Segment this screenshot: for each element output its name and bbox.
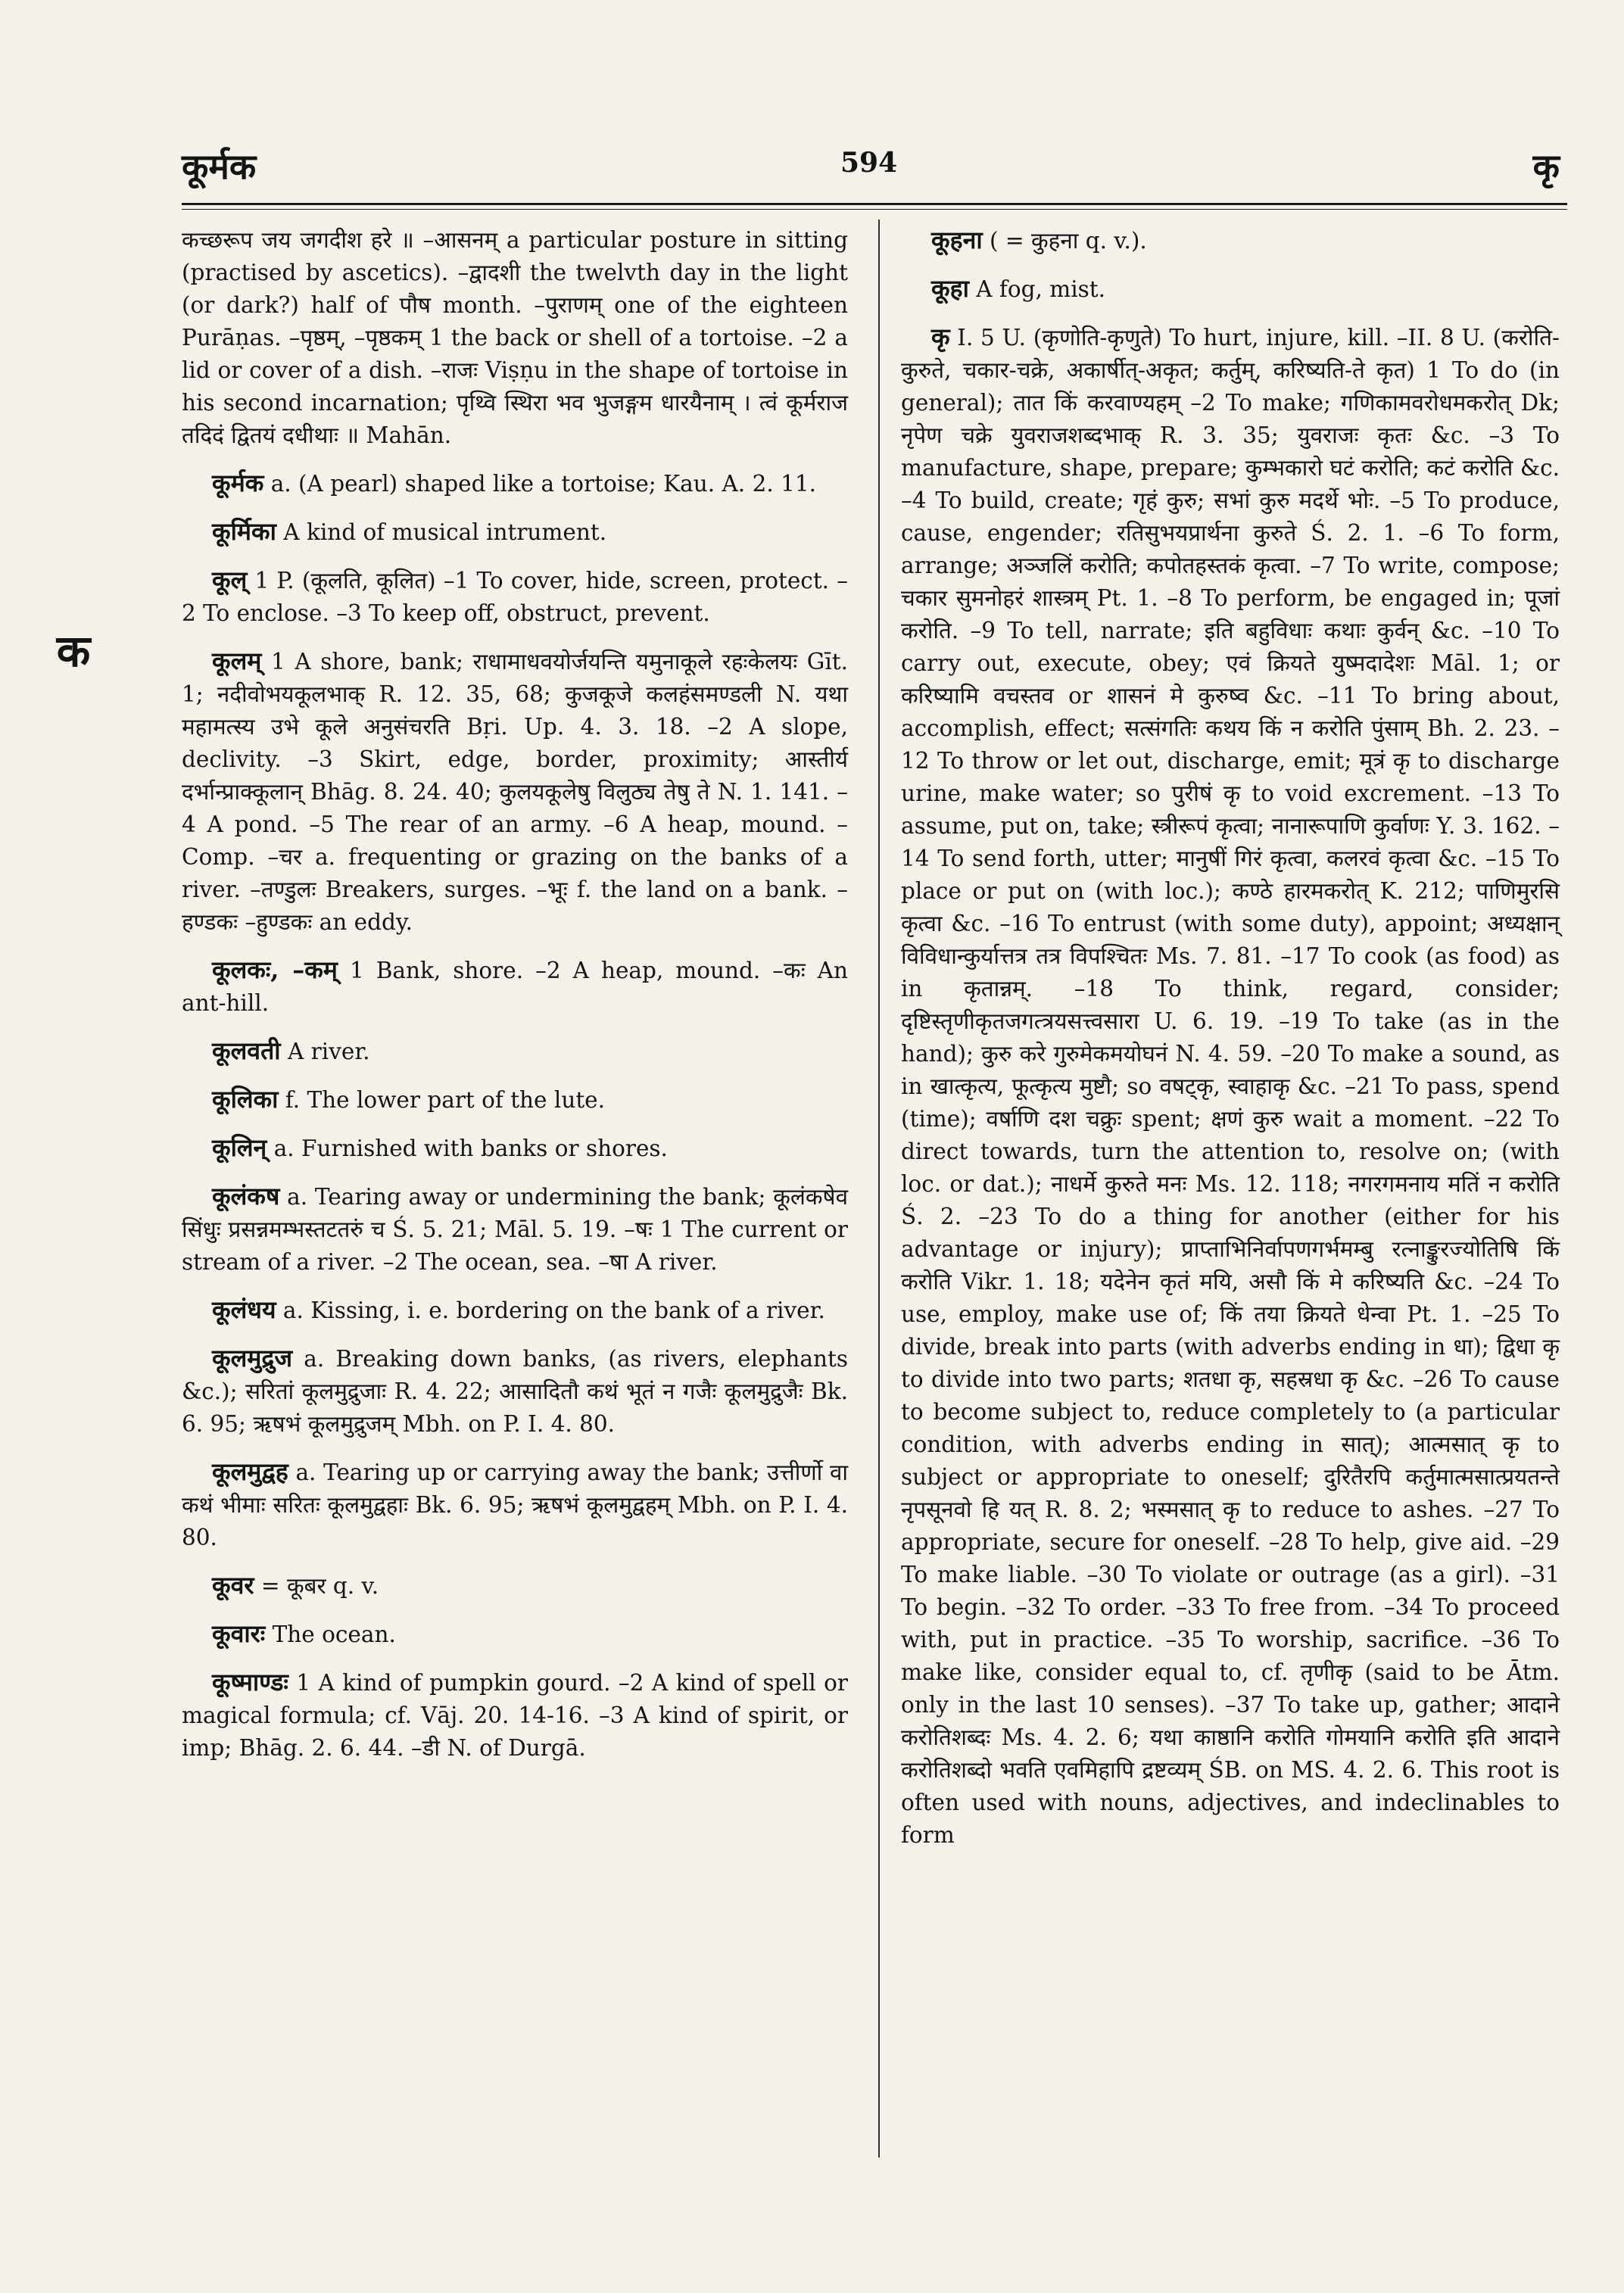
column-divider (878, 220, 880, 2157)
entry-text: ( = कुहना q. v.). (990, 228, 1147, 254)
dictionary-entry (182, 224, 848, 452)
entry-text: 1 A kind of pumpkin gourd. –2 A kind of spell or magical formula; cf. Vāj. 20. 14-16. –3 A kind of spirit, or imp; Bhāg. 2. 6. 44. –डी N. of Durgā. (182, 1670, 848, 1761)
dictionary-entry (901, 321, 1560, 1852)
right-running-headword: कृ (1532, 146, 1560, 187)
dictionary-entry (182, 1294, 848, 1327)
entry-headword: कूल् (212, 565, 248, 594)
entry-text: 1 A shore, bank; राधामाधवयोर्जयन्ति यमुनाकूले रहःकेलयः Gīt. 1; नदीवोभयकूलभाक् R. 12. 35, 68; कुजकूजे कलहंसमण्डली N. यथा महामत्स्य उभे कूले अनुसंचरति Bṛi. Up. 4. 3. 18. –2 A slope, declivity. –3 Skirt, edge, border, proximity; आस्तीर्य दर्भान्प्राक्कूलान् Bhāg. 8. 24. 40; कुलयकूलेषु विलुठ्य तेषु ते N. 1. 141. –4 A pond. –5 The rear of an army. –6 A heap, mound. –Comp. –चर a. frequenting or grazing on the banks of a river. –तण्डुलः Breakers, surges. –भूः f. the land on a bank. –हण्डकः –हुण्डकः an eddy. (182, 649, 848, 935)
entry-text: a. Furnished with banks or shores. (273, 1136, 668, 1161)
entry-text: I. 5 U. (कृणोति-कृणुते) To hurt, injure, kill. –II. 8 U. (करोति-कुरुते, चकार-चक्रे, अकार्षीत्-अकृत; कर्तुम्, करिष्यति-ते कृत) 1 To do (in general); तात किं करवाण्यहम् –2 To make; गणिकामवरोधमकरोत् Dk; नृपेण चक्रे युवराजशब्दभाक् R. 3. 35; युवराजः कृतः &c. –3 To manufacture, shape, prepare; कुम्भकारो घटं करोति; कटं करोति &c. –4 To build, create; गृहं कुरु; सभां कुरु मदर्थे भोः. –5 To produce, cause, engender; रतिसुभयप्रार्थना कुरुते Ś. 2. 1. –6 To form, arrange; अञ्जलिं करोति; कपोतहस्तकं कृत्वा. –7 To write, compose; चकार सुमनोहरं शास्त्रम् Pt. 1. –8 To perform, be engaged in; पूजां करोति. –9 To tell, narrate; इति बहुविधाः कथाः कुर्वन् &c. –10 To carry out, execute, obey; एवं क्रियते युष्मदादेशः Māl. 1; or करिष्यामि वचस्तव or शासनं मे कुरुष्व &c. –11 To bring about, accomplish, effect; सत्संगतिः कथय किं न करोति पुंसाम् Bh. 2. 23. –12 To throw or let out, discharge, emit; मूत्रं कृ to discharge urine, make water; so पुरीषं कृ to void excrement. –13 To assume, put on, take; स्त्रीरूपं कृत्वा; नानारूपाणि कुर्वाणः Y. 3. 162. –14 To send forth, utter; मानुषीं गिरं कृत्वा, कलरवं कृत्वा &c. –15 To place or put on (with loc.); कण्ठे हारमकरोत् K. 212; पाणिमुरसि कृत्वा &c. –16 To entrust (with some duty), appoint; अध्यक्षान् विविधान्कुर्यात्तत्र तत्र विपश्चितः Ms. 7. 81. –17 To cook (as food) as in कृतान्नम्. –18 To think, regard, consider; दृष्टिस्तृणीकृतजगत्त्रयसत्त्वसारा U. 6. 19. –19 To take (as in the hand); कुरु करे गुरुमेकमयोघनं N. 4. 59. –20 To make a sound, as in खात्कृत्य, फूत्कृत्य मुष्टौ; so वषट्कृ, स्वाहाकृ &c. –21 To pass, spend (time); वर्षाणि दश चक्रुः spent; क्षणं कुरु wait a moment. –22 To direct towards, turn the attention to, resolve on; (with loc. or dat.); नाधर्मे कुरुते मनः Ms. 12. 118; नगरगमनाय मतिं न करोति Ś. 2. –23 To do a thing for another (either for his advantage or injury); प्राप्ताभिनिर्वापणगर्भमम्बु रत्नाङ्कुरज्योतिषि किं करोति Vikr. 1. 18; यदेनेन कृतं मयि, असौ किं मे करिष्यति &c. –24 To use, employ, make use of; किं तया क्रियते धेन्वा Pt. 1. –25 To divide, break into parts (with adverbs ending in धा); द्विधा कृ to divide into two parts; शतधा कृ, सहस्रधा कृ &c. –26 To cause to become subject to, reduce completely to (a particular condition, with adverbs ending in सात्); आत्मसात् कृ to subject or appropriate to oneself; दुरितैरपि कर्तुमात्मसात्प्रयतन्ते नृपसूनवो हि यत् R. 8. 2; भस्मसात् कृ to reduce to ashes. –27 To appropriate, secure for oneself. –28 To help, give aid. –29 To make liable. –30 To violate or outrage (as a girl). –31 To begin. –32 To order. –33 To free from. –34 To proceed with, put in practice. –35 To worship, sacrifice. –36 To make like, consider equal to, cf. तृणीकृ (said to be Ātm. only in the last 10 senses). –37 To take up, gather; आदाने करोतिशब्दः Ms. 4. 2. 6; यथा काष्ठानि करोति गोमयानि करोति इति आदाने करोतिशब्दो भवति एवमिहापि द्रष्टव्यम् ŚB. on MS. 4. 2. 6. This root is often used with nouns, adjectives, and indeclinables to form (901, 325, 1560, 1848)
entry-headword: कूवर (212, 1571, 254, 1600)
header-rule-thin (182, 209, 1567, 210)
entry-headword: कूलंधय (212, 1295, 276, 1324)
entry-headword: कूलिन् (212, 1133, 267, 1162)
entry-headword: कूलिका (212, 1085, 279, 1114)
dictionary-entry (182, 1456, 848, 1554)
entry-text: A fog, mist. (976, 276, 1106, 302)
dictionary-entry (182, 1035, 848, 1068)
dictionary-entry (182, 564, 848, 630)
entry-headword: कृ (931, 322, 950, 351)
thumb-index-tab: क (56, 625, 91, 677)
entry-headword: कूष्माण्डः (212, 1668, 288, 1696)
entry-text: f. The lower part of the lute. (285, 1087, 606, 1113)
entry-headword: कूलंकष (212, 1182, 280, 1210)
dictionary-entry (901, 273, 1560, 306)
right-column (901, 224, 1560, 1867)
left-running-headword: कूर्मक (182, 146, 257, 187)
entry-text: The ocean. (272, 1622, 396, 1647)
dictionary-entry (182, 954, 848, 1020)
dictionary-entry (182, 1666, 848, 1765)
dictionary-entry (182, 1618, 848, 1651)
entry-headword: कूहना (931, 226, 983, 254)
dictionary-entry (182, 1342, 848, 1441)
entry-text: A kind of musical intrument. (283, 519, 607, 545)
dictionary-entry (182, 467, 848, 500)
entry-text: a. Kissing, i. e. bordering on the bank of a river. (282, 1298, 825, 1323)
entry-headword: कूलकः, –कम् (212, 955, 338, 984)
entry-text: 1 P. (कूलति, कूलित) –1 To cover, hide, screen, protect. –2 To enclose. –3 To keep off, obstruct, prevent. (182, 568, 848, 626)
entry-headword: कूलमुद्वह (212, 1457, 288, 1486)
entry-headword: कूलमुद्रुज (212, 1344, 293, 1372)
dictionary-entry (182, 1180, 848, 1279)
page-header (182, 142, 1560, 203)
entry-text: कच्छरूप जय जगदीश हरे ॥ –आसनम् a particular posture in sitting (practised by ascetics). –द्वादशी the twelvth day in the light (or dark?) half of पौष month. –पुराणम् one of the eighteen Purāṇas. –पृष्ठम्, –पृष्ठकम् 1 the back or shell of a tortoise. –2 a lid or cover of a dish. –राजः Viṣṇu in the shape of tortoise in his second incarnation; पृथ्वि स्थिरा भव भुजङ्गम धारयैनाम् । त्वं कूर्मराज तदिदं द्वितयं दधीथाः ॥ Mahān. (182, 227, 848, 448)
entry-headword: कूर्मक (212, 469, 264, 497)
dictionary-entry (182, 645, 848, 939)
entry-headword: कूहा (931, 274, 969, 303)
page-number: 594 (840, 147, 898, 179)
entry-text: a. Tearing up or carrying away the bank; उत्तीर्णो वा कथं भीमाः सरितः कूलमुद्वहाः Bk. 6. 95; ऋषभं कूलमुद्वहम् Mbh. on P. I. 4. 80. (182, 1460, 848, 1550)
header-rule-thick (182, 203, 1567, 205)
entry-headword: कूलवती (212, 1036, 281, 1065)
entry-text: 1 Bank, shore. –2 A heap, mound. –कः An ant-hill. (182, 958, 848, 1016)
entry-headword: कूवारः (212, 1619, 266, 1648)
entry-text: a. (A pearl) shaped like a tortoise; Kau. A. 2. 11. (270, 471, 817, 497)
entry-text: a. Tearing away or undermining the bank; कूलंकषेव सिंधुः प्रसन्नमम्भस्तटतरुं च Ś. 5. 21; Māl. 5. 19. –षः 1 The current or stream of a river. –2 The ocean, sea. –षा A river. (182, 1184, 848, 1275)
entry-headword: कूर्मिका (212, 517, 276, 546)
entry-headword: कूलम् (212, 646, 262, 675)
dictionary-entry (901, 224, 1560, 257)
dictionary-entry (182, 516, 848, 549)
entry-text: A river. (287, 1039, 370, 1064)
dictionary-entry (182, 1083, 848, 1117)
entry-text: = कूबर q. v. (260, 1573, 379, 1599)
dictionary-entry (182, 1569, 848, 1603)
entry-text: a. Breaking down banks, (as rivers, elephants &c.); सरितां कूलमुद्रुजाः R. 4. 22; आसादितौ कथं भूतं न गजैः कूलमुद्रुजैः Bk. 6. 95; ऋषभं कूलमुद्रुजम् Mbh. on P. I. 4. 80. (182, 1346, 848, 1437)
left-column (182, 224, 848, 1780)
dictionary-entry (182, 1132, 848, 1165)
